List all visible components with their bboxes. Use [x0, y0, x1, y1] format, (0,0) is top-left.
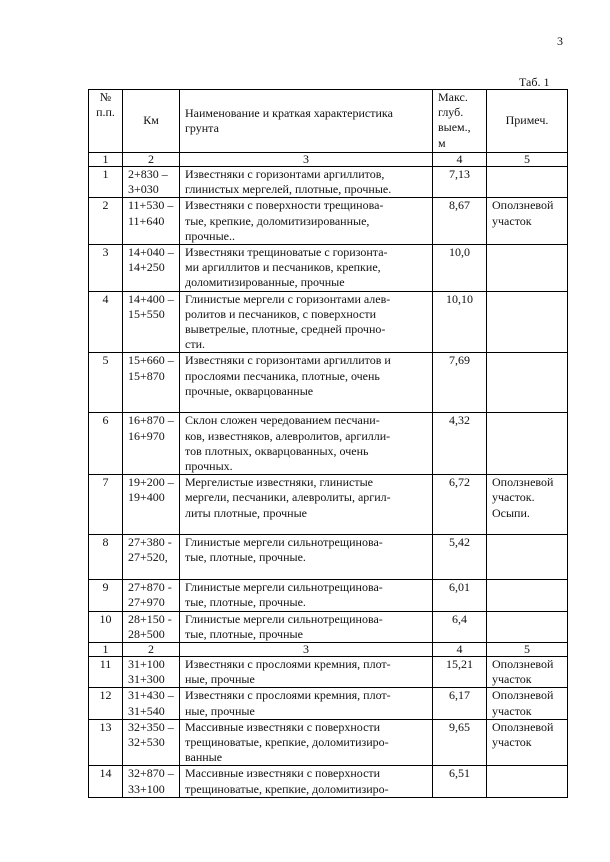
- max-depth: 7,13: [433, 167, 487, 198]
- soil-description: Глинистые мергели сильнотрещинова- тые, плотные, прочные.: [180, 580, 433, 611]
- note: [487, 353, 568, 413]
- row-number: 7: [89, 475, 123, 535]
- note: [487, 291, 568, 353]
- max-depth: 9,65: [433, 719, 487, 766]
- header-note: Примеч.: [487, 90, 568, 153]
- header-name: Наименование и краткая характеристика грунта: [180, 90, 433, 153]
- column-number-row: [89, 153, 568, 167]
- column-number-cell: 5: [487, 153, 568, 167]
- header-depth: Макс. глуб. выем., м: [433, 90, 487, 153]
- km-range: 27+380 - 27+520,: [123, 535, 180, 580]
- page-number: 3: [557, 34, 563, 48]
- table-row: [89, 245, 568, 292]
- max-depth: 8,67: [433, 198, 487, 245]
- row-number: 9: [89, 580, 123, 611]
- soil-description: Склон сложен чередованием песчани- ков, известняков, алевролитов, аргилли- тов плотных, окварцованных, очень прочных.: [180, 413, 433, 475]
- header-row: [89, 90, 568, 153]
- table-row: [89, 475, 568, 535]
- table-row: [89, 198, 568, 245]
- soil-description: Глинистые мергели сильнотрещинова- тые, плотные, прочные: [180, 611, 433, 642]
- max-depth: 7,69: [433, 353, 487, 413]
- table-row: [89, 353, 568, 413]
- max-depth: 6,51: [433, 766, 487, 797]
- table-row: [89, 688, 568, 719]
- row-number: 11: [89, 657, 123, 688]
- column-number-cell: 4: [433, 643, 487, 657]
- km-range: 32+870 – 33+100: [123, 766, 180, 797]
- note: [487, 245, 568, 292]
- row-number: 5: [89, 353, 123, 413]
- km-range: 28+150 - 28+500: [123, 611, 180, 642]
- column-number-cell: 1: [89, 153, 123, 167]
- km-range: 14+400 – 15+550: [123, 291, 180, 353]
- column-number-cell: 5: [487, 643, 568, 657]
- soil-table: [88, 89, 568, 798]
- table-label: Таб. 1: [519, 75, 550, 89]
- column-number-row: [89, 643, 568, 657]
- km-range: 15+660 – 15+870: [123, 353, 180, 413]
- km-range: 32+350 – 32+530: [123, 719, 180, 766]
- row-number: 12: [89, 688, 123, 719]
- row-number: 6: [89, 413, 123, 475]
- note: [487, 580, 568, 611]
- column-number-cell: 3: [180, 153, 433, 167]
- table-row: [89, 766, 568, 797]
- row-number: 14: [89, 766, 123, 797]
- km-range: 11+530 – 11+640: [123, 198, 180, 245]
- note: [487, 535, 568, 580]
- max-depth: 6,72: [433, 475, 487, 535]
- table-row: [89, 580, 568, 611]
- column-number-cell: 3: [180, 643, 433, 657]
- row-number: 2: [89, 198, 123, 245]
- max-depth: 4,32: [433, 413, 487, 475]
- soil-description: Известняки с горизонтами аргиллитов и прослоями песчаника, плотные, очень прочные, окварцованные: [180, 353, 433, 413]
- table-row: [89, 657, 568, 688]
- km-range: 16+870 – 16+970: [123, 413, 180, 475]
- note: Оползневой участок: [487, 719, 568, 766]
- max-depth: 15,21: [433, 657, 487, 688]
- table-body: [89, 90, 568, 798]
- table-row: [89, 413, 568, 475]
- column-number-cell: 2: [123, 643, 180, 657]
- table-row: [89, 719, 568, 766]
- table-row: [89, 535, 568, 580]
- header-km: Км: [123, 90, 180, 153]
- km-range: 27+870 - 27+970: [123, 580, 180, 611]
- soil-description: Массивные известняки с поверхности трещиноватые, крепкие, доломитизиро- ванные: [180, 719, 433, 766]
- note: Оползневой участок: [487, 657, 568, 688]
- km-range: 31+100 31+300: [123, 657, 180, 688]
- row-number: 4: [89, 291, 123, 353]
- column-number-cell: 2: [123, 153, 180, 167]
- note: Оползневой участок: [487, 198, 568, 245]
- km-range: 14+040 – 14+250: [123, 245, 180, 292]
- soil-description: Глинистые мергели сильнотрещинова- тые, плотные, прочные.: [180, 535, 433, 580]
- max-depth: 6,17: [433, 688, 487, 719]
- max-depth: 6,4: [433, 611, 487, 642]
- km-range: 19+200 – 19+400: [123, 475, 180, 535]
- note: Оползневой участок. Осыпи.: [487, 475, 568, 535]
- note: Оползневой участок: [487, 688, 568, 719]
- soil-description: Мергелистые известняки, глинистые мергели, песчаники, алевролиты, аргил- литы плотные, прочные: [180, 475, 433, 535]
- soil-description: Глинистые мергели с горизонтами алев- ролитов и песчаников, с поверхности выветрелые, плотные, средней прочно- сти.: [180, 291, 433, 353]
- column-number-cell: 4: [433, 153, 487, 167]
- table-row: [89, 611, 568, 642]
- note: [487, 611, 568, 642]
- row-number: 3: [89, 245, 123, 292]
- km-range: 2+830 – 3+030: [123, 167, 180, 198]
- row-number: 10: [89, 611, 123, 642]
- soil-description: Известняки с прослоями кремния, плот- ные, прочные: [180, 688, 433, 719]
- soil-description: Массивные известняки с поверхности трещиноватые, крепкие, доломитизиро-: [180, 766, 433, 797]
- max-depth: 10,10: [433, 291, 487, 353]
- row-number: 8: [89, 535, 123, 580]
- max-depth: 10,0: [433, 245, 487, 292]
- soil-description: Известняки с поверхности трещинова- тые, крепкие, доломитизированные, прочные..: [180, 198, 433, 245]
- header-num: № п.п.: [89, 90, 123, 153]
- row-number: 1: [89, 167, 123, 198]
- soil-description: Известняки трещиноватые с горизонта- ми аргиллитов и песчаников, крепкие, доломитизированные, прочные: [180, 245, 433, 292]
- row-number: 13: [89, 719, 123, 766]
- note: [487, 413, 568, 475]
- column-number-cell: 1: [89, 643, 123, 657]
- note: [487, 766, 568, 797]
- soil-description: Известняки с горизонтами аргиллитов, глинистых мергелей, плотные, прочные.: [180, 167, 433, 198]
- table-row: [89, 167, 568, 198]
- soil-description: Известняки с прослоями кремния, плот- ные, прочные: [180, 657, 433, 688]
- max-depth: 6,01: [433, 580, 487, 611]
- max-depth: 5,42: [433, 535, 487, 580]
- km-range: 31+430 – 31+540: [123, 688, 180, 719]
- note: [487, 167, 568, 198]
- table-row: [89, 291, 568, 353]
